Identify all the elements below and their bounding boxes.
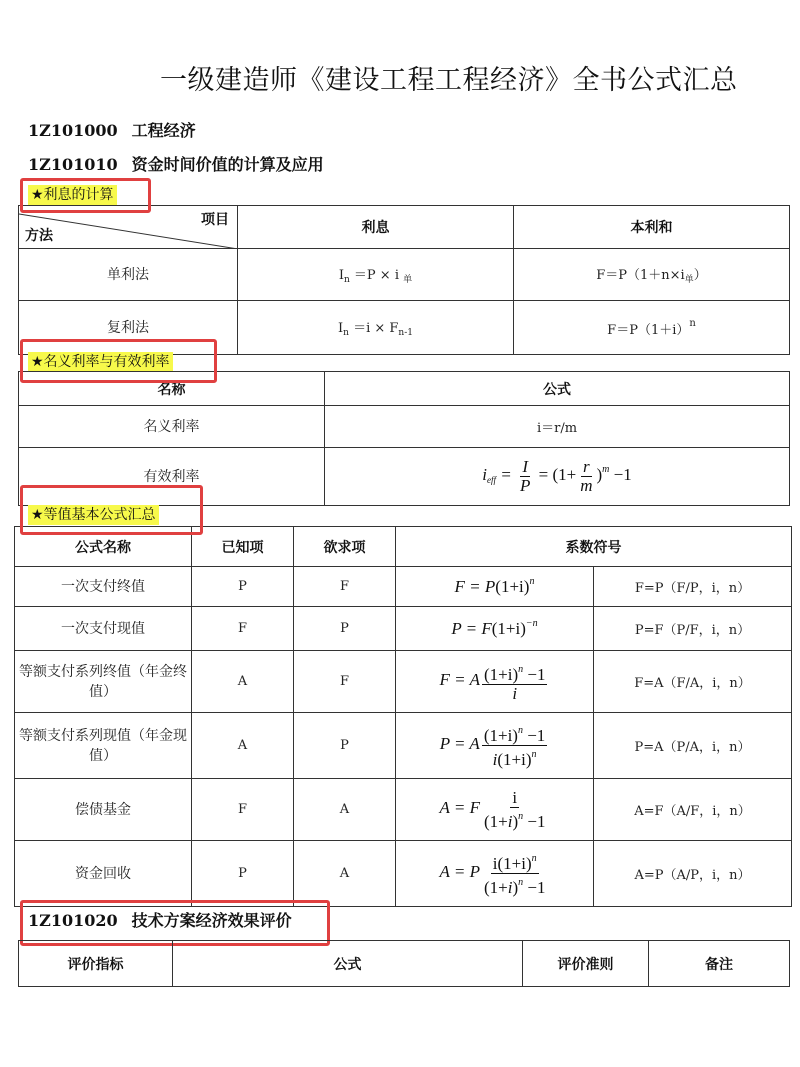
section-code: 1Z101010 xyxy=(28,155,118,174)
table-row xyxy=(19,249,790,301)
annotation-box xyxy=(20,178,151,213)
equiv-label: ★等值基本公式汇总 xyxy=(28,505,159,525)
section-code: 1Z101000 xyxy=(28,121,118,140)
interest-table xyxy=(18,205,790,355)
known-cell: A xyxy=(192,713,294,779)
header-criterion: 评价准则 xyxy=(523,941,649,987)
rate-label: ★名义利率与有效利率 xyxy=(28,352,173,372)
table-row xyxy=(15,713,792,779)
table-row xyxy=(15,651,792,713)
formula-name-cell: 资金回收 xyxy=(15,841,192,907)
target-cell: P xyxy=(294,607,396,651)
header-item: 项目 xyxy=(201,212,229,228)
section-title: 技术方案经济效果评价 xyxy=(131,911,292,930)
equiv-table xyxy=(14,526,792,907)
formula-cell: A = P $\frac{i(1+i)^n}{(1+i)^n -1}$ xyxy=(396,841,594,907)
sum-formula-cell: $F=P(1+n\times i_单)$ xyxy=(514,249,790,301)
formula-name-cell: 一次支付终值 xyxy=(15,567,192,607)
header-sum: 本利和 xyxy=(514,206,790,249)
symbol-cell: F=P（F/P，i，n） xyxy=(594,567,792,607)
header-formula: 公式 xyxy=(325,372,790,406)
annotation-box xyxy=(20,485,203,535)
interest-formula-cell: $I_n =P \times i$ $_单$ xyxy=(238,249,514,301)
rate-name-cell: 名义利率 xyxy=(19,406,325,448)
target-cell: P xyxy=(294,713,396,779)
table-row xyxy=(15,841,792,907)
formula-cell: F = A $\frac{(1+i)^n -1}{i}$ xyxy=(396,651,594,713)
table-row xyxy=(15,607,792,651)
known-cell: P xyxy=(192,841,294,907)
evaluation-table xyxy=(18,940,790,987)
target-cell: A xyxy=(294,779,396,841)
rate-formula-cell: i＝r/m xyxy=(325,406,790,448)
header-formula: 公式 xyxy=(173,941,523,987)
header-coefficient: 系数符号 xyxy=(396,527,792,567)
method-cell: 复利法 xyxy=(19,301,238,355)
header-formula-name: 公式名称 xyxy=(15,527,192,567)
interest-formula-cell: $I_n =i \times F_{n-1}$ xyxy=(238,301,514,355)
header-indicator: 评价指标 xyxy=(19,941,173,987)
header-note: 备注 xyxy=(649,941,790,987)
formula-cell: A = F $\frac{i}{(1+i)^n -1}$ xyxy=(396,779,594,841)
header-name: 名称 xyxy=(19,372,325,406)
method-cell: 单利法 xyxy=(19,249,238,301)
target-cell: F xyxy=(294,567,396,607)
table-row xyxy=(15,567,792,607)
symbol-cell: F=A（F/A，i，n） xyxy=(594,651,792,713)
section-code: 1Z101020 xyxy=(28,911,118,930)
formula-name-cell: 等额支付系列现值（年金现值） xyxy=(15,713,192,779)
document-title: 一级建造师《建设工程工程经济》全书公式汇总 xyxy=(160,65,738,96)
formula-cell: $P = F(1+i)^{-n}$ xyxy=(396,607,594,651)
section-title: 工程经济 xyxy=(131,121,196,140)
target-cell: A xyxy=(294,841,396,907)
effective-rate-formula: $i_{eff}$ = $\frac{I}{P}$ = (1+ $\frac{r}{m}$ )$^m$ −1 xyxy=(325,448,790,506)
known-cell: F xyxy=(192,607,294,651)
formula-name-cell: 偿债基金 xyxy=(15,779,192,841)
header-interest: 利息 xyxy=(238,206,514,249)
known-cell: F xyxy=(192,779,294,841)
header-method: 方法 xyxy=(25,228,53,244)
symbol-cell: A=P（A/P，i，n） xyxy=(594,841,792,907)
table-row xyxy=(15,779,792,841)
rate-name-cell: 有效利率 xyxy=(19,448,325,506)
known-cell: A xyxy=(192,651,294,713)
formula-name-cell: 一次支付现值 xyxy=(15,607,192,651)
formula-name-cell: 等额支付系列终值（年金终值） xyxy=(15,651,192,713)
section-heading-1z101010 xyxy=(28,152,324,175)
section-title: 资金时间价值的计算及应用 xyxy=(131,155,324,174)
annotation-box xyxy=(20,339,217,383)
header-target: 欲求项 xyxy=(294,527,396,567)
symbol-cell: A=F（A/F，i，n） xyxy=(594,779,792,841)
symbol-cell: P=A（P/A，i，n） xyxy=(594,713,792,779)
section-heading-1z101000 xyxy=(28,118,196,141)
sum-formula-cell: $F=P(1+i)^n$ xyxy=(514,301,790,355)
formula-cell: $F = P(1+i)^n$ xyxy=(396,567,594,607)
known-cell: P xyxy=(192,567,294,607)
formula-cell: P = A $\frac{(1+i)^n -1}{i(1+i)^n}$ xyxy=(396,713,594,779)
target-cell: F xyxy=(294,651,396,713)
symbol-cell: P=F（P/F，i，n） xyxy=(594,607,792,651)
header-known: 已知项 xyxy=(192,527,294,567)
interest-calc-label: ★利息的计算 xyxy=(28,185,117,205)
table-row xyxy=(19,406,790,448)
